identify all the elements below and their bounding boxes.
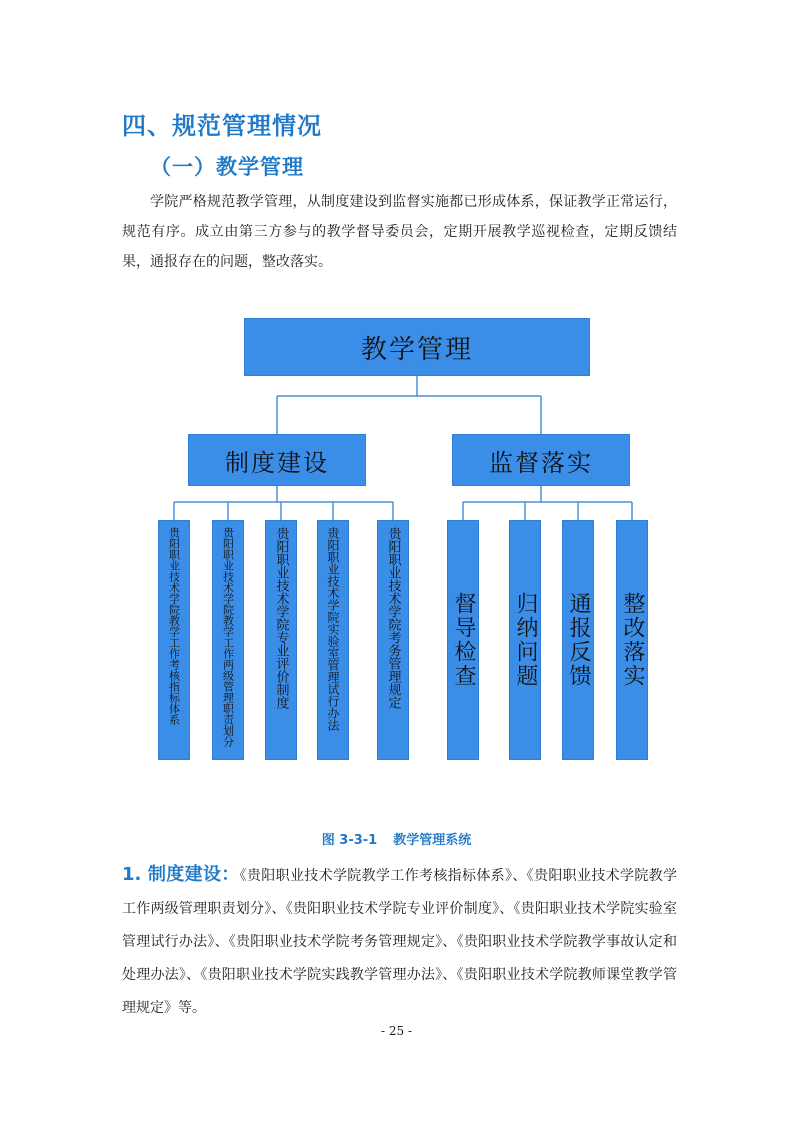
figure-number: 图 3-3-1 — [321, 833, 378, 848]
subsection-title: （一）教学管理 — [150, 155, 304, 179]
left-item-box: 贵阳职业技术学院教学工作考核指标体系 — [158, 520, 190, 760]
right-item-label: 通报反馈 — [566, 592, 591, 688]
left-item-box: 贵阳职业技术学院教学工作两级管理职责划分 — [212, 520, 244, 760]
right-item-label: 归纳问题 — [513, 592, 538, 688]
list-item-text: 《贵阳职业技术学院教学工作考核指标体系》、《贵阳职业技术学院教学工作两级管理职责划分》、《贵阳职业技术学院专业评价制度》、《贵阳职业技术学院实验室管理试行办法》、《贵阳职业技术学院考务管理规定》、《贵阳职业技术学院教学事故认定和处理办法》、《贵阳职业技术学院实践教学管理办法》、《贵阳职业技术学院教师课堂教学管理规定》等。 — [122, 868, 677, 1016]
intro-paragraph: 学院严格规范教学管理，从制度建设到监督实施都已形成体系，保证教学正常运行，规范有序。成立由第三方参与的教学督导委员会，定期开展教学巡视检查，定期反馈结果，通报存在的问题，整改落实。 — [122, 194, 677, 270]
root-box: 教学管理 — [244, 318, 590, 376]
list-item-lead: 1. 制度建设： — [122, 864, 240, 885]
section-title: 四、规范管理情况 — [122, 112, 322, 140]
left-item-box: 贵阳职业技术学院考务管理规定 — [377, 520, 409, 760]
right-item-box — [509, 520, 541, 760]
page-number: - 25 - — [380, 1024, 412, 1038]
right-item-box — [447, 520, 479, 760]
right-branch-box: 监督落实 — [452, 434, 630, 486]
teaching-management-diagram — [0, 310, 793, 770]
right-item-label: 整改落实 — [620, 592, 645, 688]
left-item-box: 贵阳职业技术学院实验室管理试行办法 — [317, 520, 349, 760]
right-item-box — [616, 520, 648, 760]
list-item — [122, 858, 677, 1025]
right-item-box — [562, 520, 594, 760]
figure-title: 教学管理系统 — [393, 833, 472, 848]
left-item-box: 贵阳职业技术学院专业评价制度 — [265, 520, 297, 760]
left-branch-box: 制度建设 — [188, 434, 366, 486]
right-item-label: 督导检查 — [451, 592, 476, 688]
figure-caption — [0, 829, 793, 848]
